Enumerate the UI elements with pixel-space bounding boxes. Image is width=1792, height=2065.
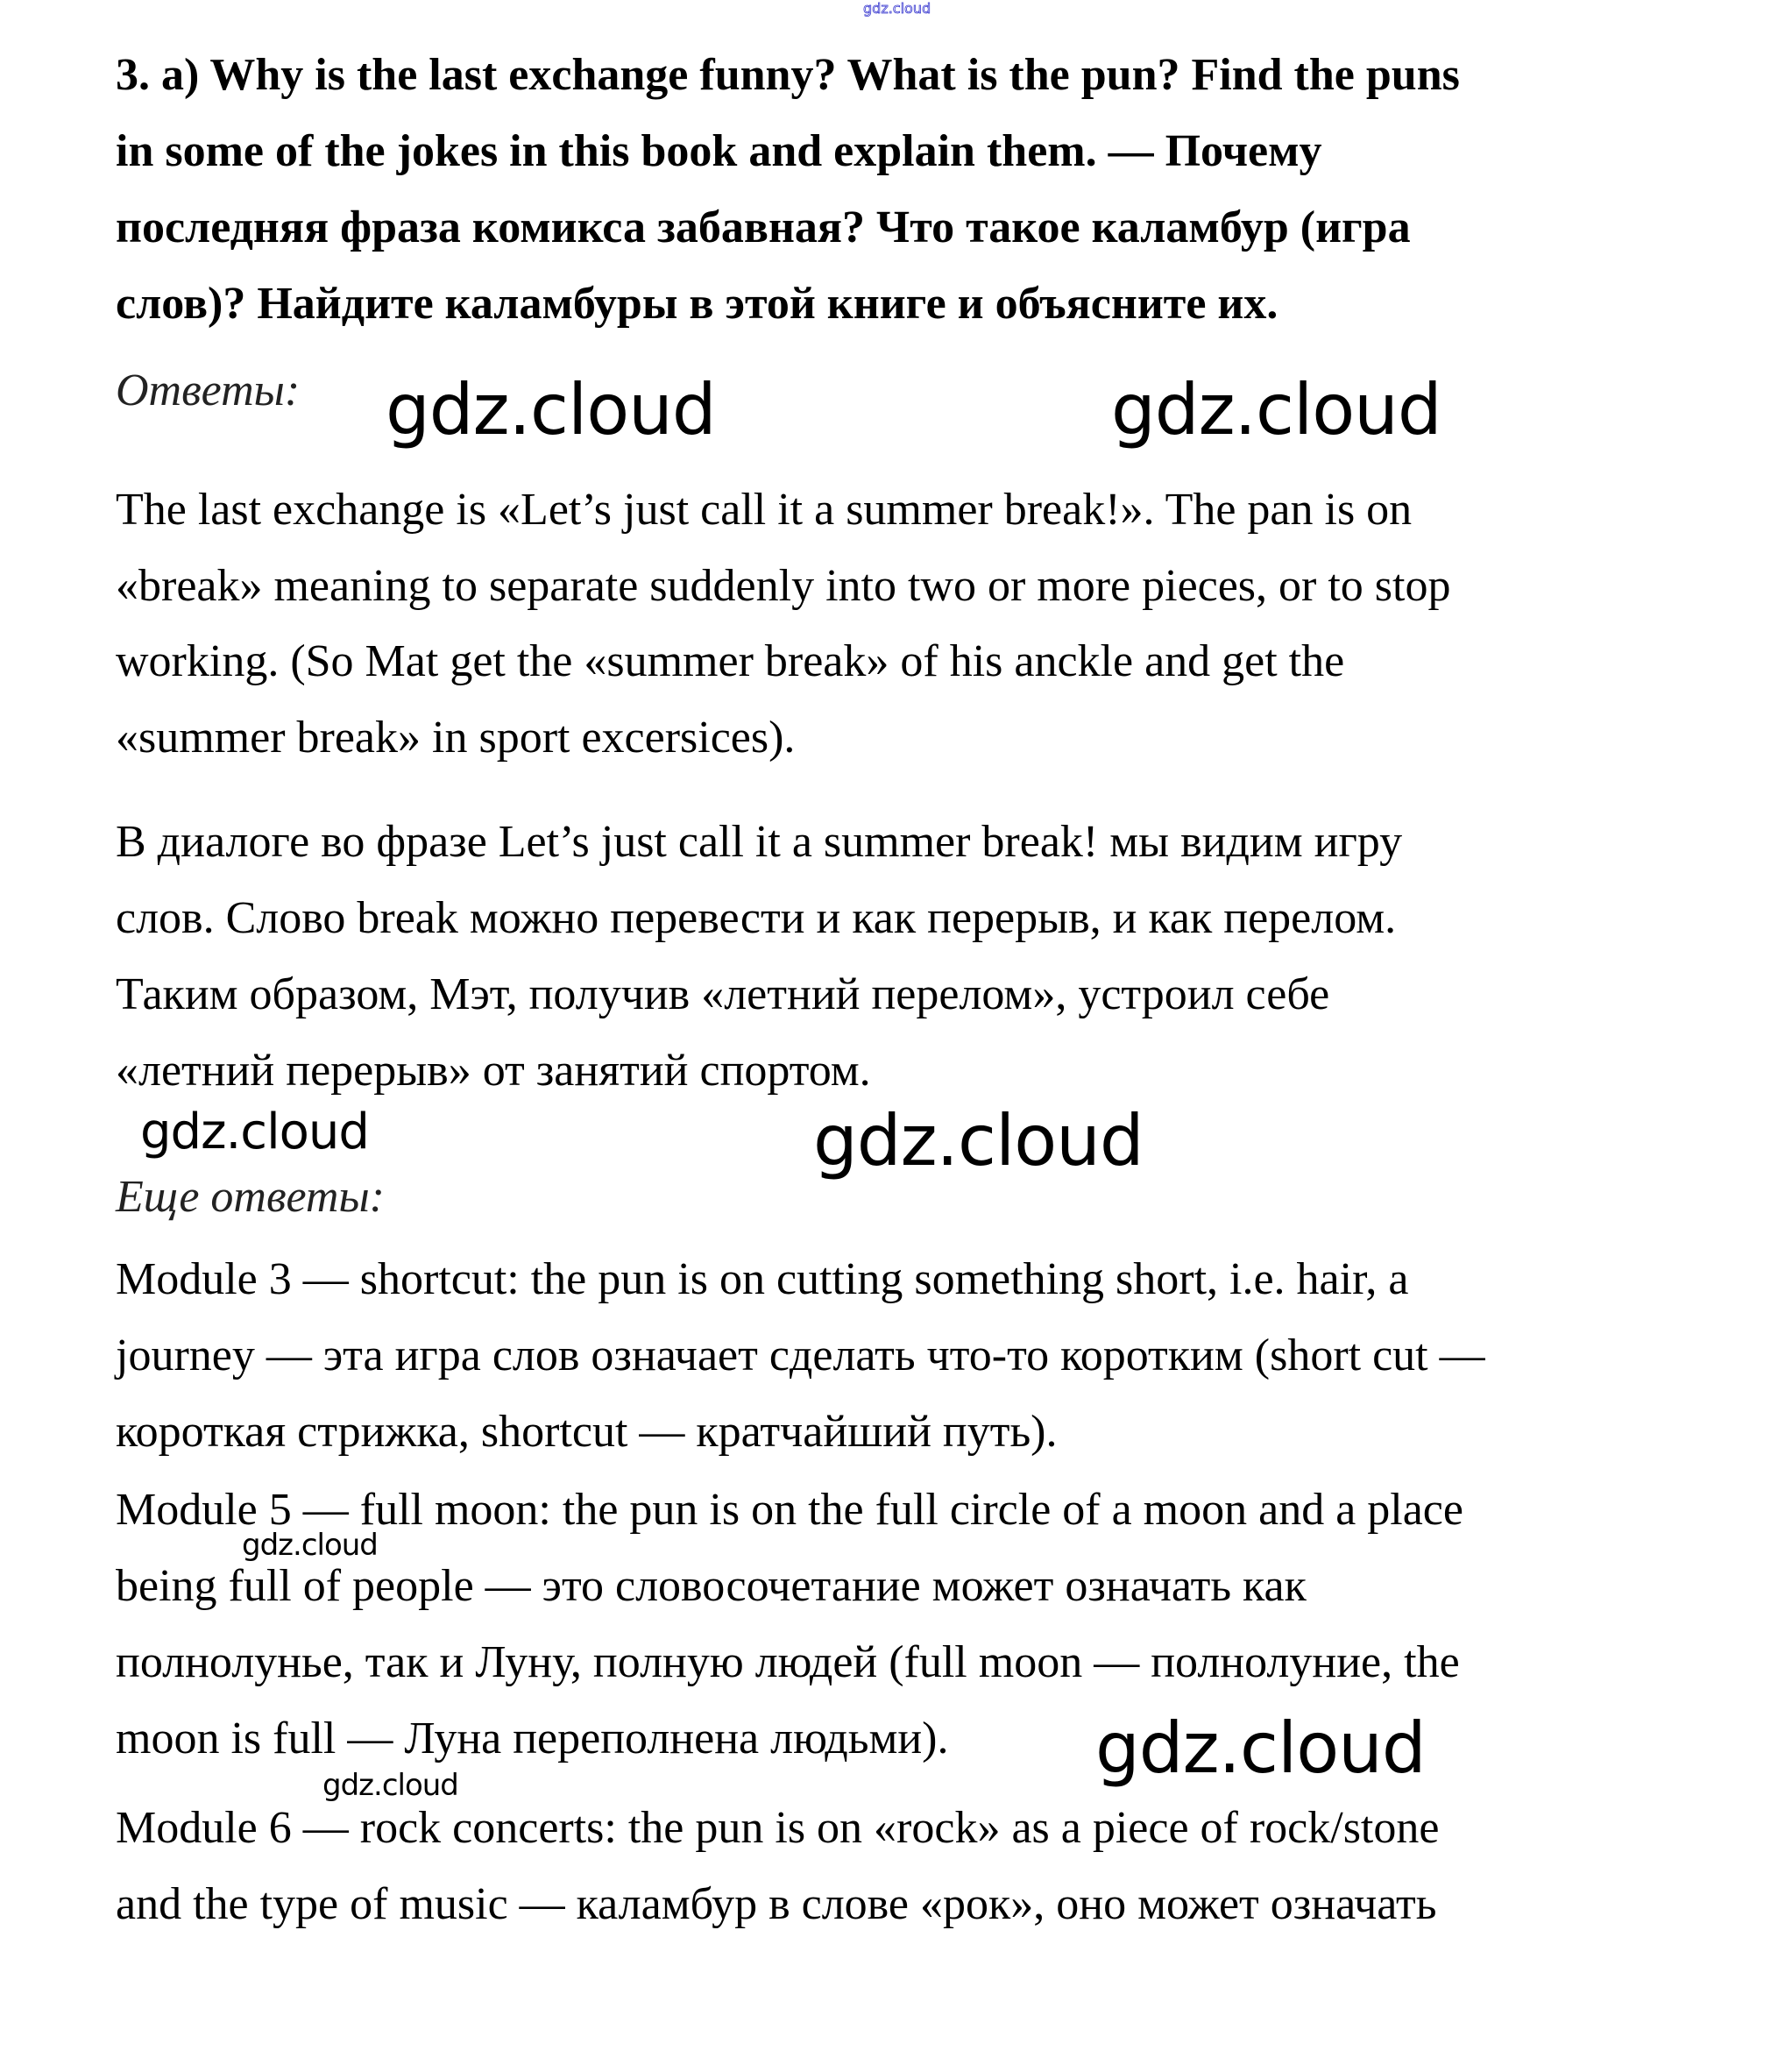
watermark: gdz.cloud: [386, 369, 716, 451]
module-line: moon is full — Луна переполнена людьми).: [116, 1714, 949, 1763]
answer-line: «летний перерыв» от занятий спортом.: [116, 1046, 871, 1096]
more-answers-label: Еще ответы:: [116, 1172, 385, 1222]
header-watermark: gdz.cloud: [863, 0, 931, 17]
answer-line: Таким образом, Мэт, получив «летний перелом», устроил себе: [116, 969, 1330, 1019]
watermark: gdz.cloud: [813, 1100, 1144, 1182]
answer-line: В диалоге во фразе Let’s just call it a summer break! мы видим игру: [116, 817, 1403, 867]
module-line: короткая стрижка, shortcut — кратчайший путь).: [116, 1407, 1058, 1457]
watermark: gdz.cloud: [1095, 1707, 1426, 1789]
task-line: 3. a) Why is the last exchange funny? What is the pun? Find the puns: [116, 50, 1460, 100]
answers-label: Ответы:: [116, 365, 301, 415]
module-line: Module 6 — rock concerts: the pun is on «rock» as a piece of rock/stone: [116, 1803, 1440, 1853]
module-line: being full of people — это словосочетание может означать как: [116, 1561, 1307, 1611]
answer-line: working. (So Mat get the «summer break» of his anckle and get the: [116, 636, 1345, 686]
answer-line: The last exchange is «Let’s just call it a summer break!». The pan is on: [116, 485, 1413, 535]
answer-line: «summer break» in sport excersices).: [116, 713, 796, 763]
watermark: gdz.cloud: [1111, 369, 1441, 451]
task-line: in some of the jokes in this book and explain them. — Почему: [116, 126, 1322, 176]
watermark: gdz.cloud: [140, 1103, 369, 1160]
module-line: полнолунье, так и Луну, полную людей (full moon — полнолуние, the: [116, 1637, 1460, 1687]
module-line: and the type of music — каламбур в слове «рок», оно может означать: [116, 1879, 1437, 1929]
module-line: journey — эта игра слов означает сделать что-то коротким (short cut —: [116, 1331, 1485, 1380]
watermark: gdz.cloud: [322, 1768, 458, 1803]
answer-line: слов. Слово break можно перевести и как перерыв, и как перелом.: [116, 893, 1397, 943]
module-line: Module 5 — full moon: the pun is on the full circle of a moon and a place: [116, 1485, 1463, 1535]
answer-line: «break» meaning to separate suddenly into two or more pieces, or to stop: [116, 561, 1451, 611]
module-line: Module 3 — shortcut: the pun is on cutting something short, i.e. hair, a: [116, 1254, 1409, 1304]
watermark: gdz.cloud: [242, 1528, 378, 1563]
task-line: последняя фраза комикса забавная? Что такое каламбур (игра: [116, 202, 1411, 252]
task-line: слов)? Найдите каламбуры в этой книге и объясните их.: [116, 279, 1278, 329]
